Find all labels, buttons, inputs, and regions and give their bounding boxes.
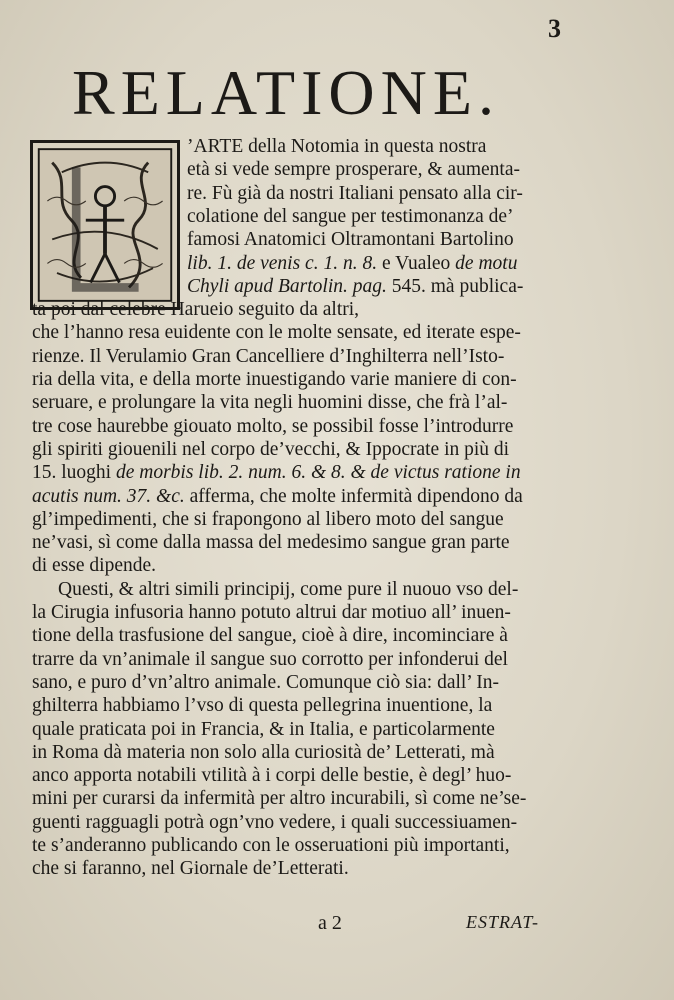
text-line: ghilterra habbiamo l’vso di questa pellegrina inuentione, la (32, 695, 493, 717)
page-title: RELATIONE. (72, 57, 500, 128)
text-line: seruare, e prolungare la vita negli huomini disse, che frà l’al- (32, 392, 508, 414)
text-line: ne’vasi, sì come dalla massa del medesimo sangue gran parte (32, 532, 510, 554)
text-line: te s’anderanno publicando con le osseruationi più importanti, (32, 835, 510, 856)
text-line: mini per curarsi da infermità per altro incurabili, sì come ne’se- (32, 788, 527, 810)
text-segment: lib. 1. de venis c. 1. n. 8. (187, 252, 378, 274)
text-segment: e Vualeo (377, 252, 456, 274)
text-segment: 15. luoghi (32, 462, 116, 484)
text-segment: Chyli apud Bartolin. pag. (187, 275, 387, 297)
text-line: rienze. Il Verulamio Gran Cancelliere d’Inghilterra nell’Isto- (32, 345, 505, 367)
text-segment: afferma, che molte infermità dipendono da (184, 485, 523, 507)
text-line: famosi Anatomici Oltramontani Bartolino (187, 229, 514, 251)
text-line: gl’impedimenti, che si frapongono al libero moto del sangue (32, 508, 504, 530)
text-line (32, 486, 602, 508)
woodcut-initial-icon (33, 143, 177, 307)
text-line: che l’hanno resa euidente con le molte sensate, ed iterate espe- (32, 322, 521, 344)
text-line: che si faranno, nel Giornale de’Letterati. (32, 858, 349, 880)
text-line: ria della vita, e della morte inuestigando varie maniere di con- (32, 369, 517, 390)
decorated-initial-L (30, 140, 180, 310)
catchword: ESTRAT- (466, 912, 539, 932)
text-line: tre cose haurebbe giouato molto, se possibil fosse l’introdurre (32, 415, 514, 437)
text-segment: de motu (455, 252, 518, 274)
page-number: 3 (548, 14, 561, 43)
text-segment: de morbis lib. 2. num. 6. & 8. & de victus ratione in (115, 462, 521, 484)
text-line: gli spiriti giouenili nel corpo de’vecchi, & Ippocrate in più di (32, 438, 510, 460)
text-segment: 545. mà publica- (386, 275, 524, 297)
text-line: età si vede sempre prosperare, & aumenta- (187, 159, 520, 181)
text-line: tione della trasfusione del sangue, cioè à dire, incominciare à (32, 625, 508, 647)
text-line: trarre da vn’animale il sangue suo corrotto per infonderui del (32, 648, 508, 670)
text-segment: acutis num. 37. &c. (32, 485, 185, 507)
signature-mark: a 2 (318, 912, 342, 934)
text-line (187, 276, 597, 298)
text-line (187, 253, 597, 275)
text-line: guenti ragguagli potrà ogn’vno vedere, i quali successiuamen- (32, 811, 518, 833)
text-line: ta poi dal celebre Harueio seguito da altri, (32, 299, 360, 321)
text-line: in Roma dà materia non solo alla curiosità de’ Letterati, mà (32, 741, 495, 763)
text-line: sano, e puro d’vn’altro animale. Comunque ciò sia: dall’ In- (32, 671, 499, 693)
text-line: re. Fù già da nostri Italiani pensato alla cir- (187, 182, 523, 204)
text-line: la Cirugia infusoria hanno potuto altrui dar motiuo all’ inuen- (32, 602, 511, 623)
text-line: anco apporta notabili vtilità à i corpi delle bestie, è degl’ huo- (32, 765, 512, 787)
text-line: quale praticata poi in Francia, & in Italia, e particolarmente (32, 718, 495, 740)
text-line: di esse dipende. (32, 555, 157, 577)
text-line: ’ARTE della Notomia in questa nostra (187, 136, 487, 157)
text-line: colatione del sangue per testimonanza de’ (187, 205, 514, 227)
text-line: Questi, & altri simili principij, come pure il nuouo vso del- (58, 578, 519, 600)
text-line (32, 462, 602, 484)
